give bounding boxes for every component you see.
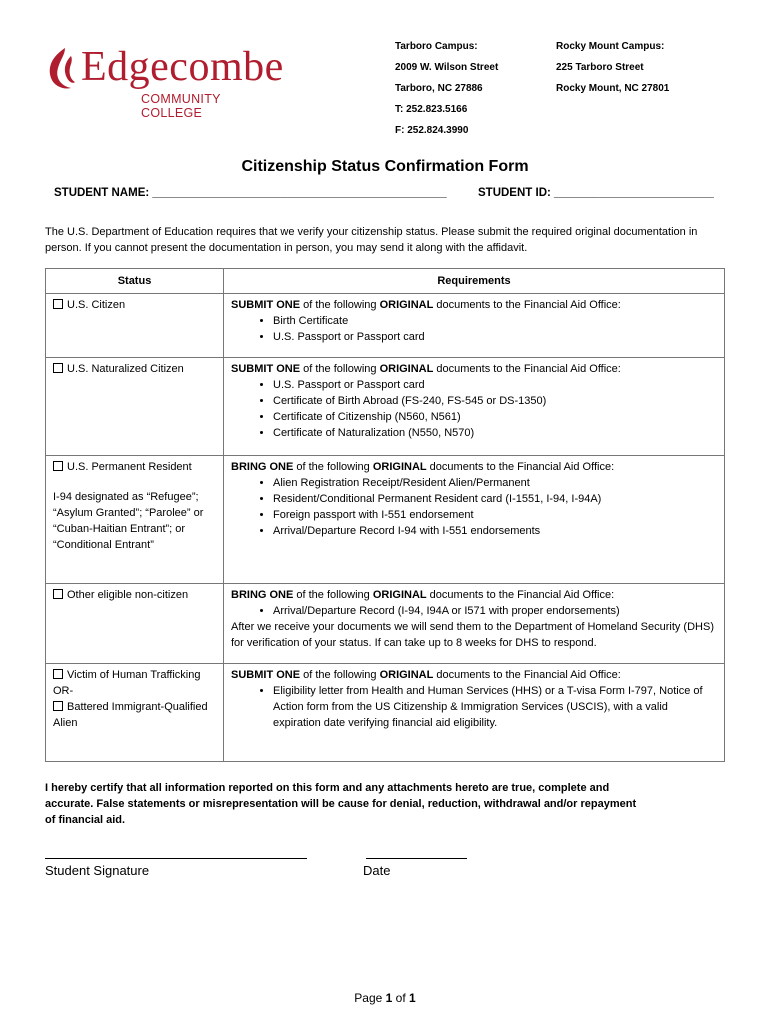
date-line[interactable] <box>366 858 467 859</box>
checkbox[interactable] <box>53 669 63 679</box>
requirement-lead: SUBMIT ONE of the following ORIGINAL documents to the Financial Aid Office: <box>231 363 621 375</box>
list-item: • Certificate of Birth Abroad (FS-240, FS-545 or DS-1350) <box>273 393 718 409</box>
logo-subtitle: COMMUNITY COLLEGE <box>141 92 221 120</box>
checkbox[interactable] <box>53 461 63 471</box>
list-item: • U.S. Passport or Passport card <box>273 329 718 345</box>
tarboro-street: 2009 W. Wilson Street <box>395 62 499 73</box>
requirements-cell <box>224 358 725 456</box>
status-label: U.S. Citizen <box>67 299 126 311</box>
logo-wordmark: Edgecombe <box>81 44 284 90</box>
list-item: • Certificate of Citizenship (N560, N561) <box>273 409 718 425</box>
student-id-blank[interactable]: _________________________ <box>554 187 714 199</box>
requirement-lead: BRING ONE of the following ORIGINAL documents to the Financial Aid Office: <box>231 589 615 601</box>
requirement-list <box>231 313 718 345</box>
signature-line[interactable] <box>45 858 307 859</box>
status-note: I-94 designated as “Refugee”; “Asylum Granted”; “Parolee” or “Cuban-Haitian Entrant”; or “Conditional Entrant” <box>53 491 204 551</box>
tarboro-campus-info <box>395 36 498 141</box>
requirements-cell <box>224 456 725 584</box>
rocky-mount-street: 225 Tarboro Street <box>556 62 644 73</box>
checkbox[interactable] <box>53 299 63 309</box>
requirement-list <box>231 377 718 441</box>
requirements-cell <box>224 584 725 664</box>
list-item: • Eligibility letter from Health and Human Services (HHS) or a T-visa Form I-797, Notice of Action form from the US Citizenship & Immigration Services (USCIS), with a valid expiration date verifying financial aid eligibility. <box>273 683 718 731</box>
status-label: Other eligible non-citizen <box>67 589 189 601</box>
tarboro-city: Tarboro, NC 27886 <box>395 83 483 94</box>
checkbox[interactable] <box>53 363 63 373</box>
table-row <box>46 358 725 456</box>
student-signature-label: Student Signature <box>45 863 150 878</box>
requirements-cell <box>224 294 725 358</box>
rocky-mount-campus-info <box>556 36 669 99</box>
status-header: Status <box>46 269 224 294</box>
college-logo <box>45 42 285 120</box>
rocky-mount-heading: Rocky Mount Campus: <box>556 41 665 52</box>
checkbox[interactable] <box>53 701 63 711</box>
table-row <box>46 664 725 762</box>
table-header-row <box>46 269 725 294</box>
student-name-label: STUDENT NAME: <box>54 187 150 199</box>
status-label-2: Battered Immigrant-Qualified Alien <box>53 701 208 729</box>
list-item: • Resident/Conditional Permanent Resident card (I-1551, I-94, I-94A) <box>273 491 718 507</box>
certification-statement: I hereby certify that all information reported on this form and any attachments hereto are true, complete and accurate. False statements or misrepresentation will be cause for denial, reduction, withdrawal and/or repayment of financial aid. <box>45 782 637 826</box>
status-cell <box>46 358 224 456</box>
list-item: • Arrival/Departure Record I-94 with I-551 endorsements <box>273 523 718 539</box>
flame-icon <box>45 46 77 94</box>
page-number: Page 1 of 1 <box>354 991 416 1005</box>
list-item: • Certificate of Naturalization (N550, N570) <box>273 425 718 441</box>
student-name-blank[interactable]: ______________________________________________ <box>152 187 447 199</box>
table-row <box>46 294 725 358</box>
table-row <box>46 584 725 664</box>
list-item: • Arrival/Departure Record (I-94, I94A or I571 with proper endorsements) <box>273 603 718 619</box>
requirements-cell <box>224 664 725 762</box>
student-name-field[interactable] <box>54 187 447 199</box>
status-cell <box>46 664 224 762</box>
tarboro-phone: T: 252.823.5166 <box>395 104 468 115</box>
status-label: U.S. Permanent Resident <box>67 461 192 473</box>
requirement-lead: SUBMIT ONE of the following ORIGINAL documents to the Financial Aid Office: <box>231 669 621 681</box>
tarboro-fax: F: 252.824.3990 <box>395 125 469 136</box>
requirement-lead: BRING ONE of the following ORIGINAL documents to the Financial Aid Office: <box>231 461 615 473</box>
list-item: • Alien Registration Receipt/Resident Alien/Permanent <box>273 475 718 491</box>
requirement-lead: SUBMIT ONE of the following ORIGINAL documents to the Financial Aid Office: <box>231 299 621 311</box>
student-id-field[interactable] <box>478 187 714 199</box>
requirements-table <box>45 268 725 762</box>
requirements-header: Requirements <box>224 269 725 294</box>
list-item: • U.S. Passport or Passport card <box>273 377 718 393</box>
tarboro-heading: Tarboro Campus: <box>395 41 478 52</box>
requirement-list <box>231 683 718 731</box>
intro-paragraph: The U.S. Department of Education requires that we verify your citizenship status. Please submit the required original documentation in person. If you cannot present the documentation in person, you may send it along with the affidavit. <box>45 226 698 254</box>
status-cell <box>46 584 224 664</box>
status-cell <box>46 456 224 584</box>
rocky-mount-city: Rocky Mount, NC 27801 <box>556 83 670 94</box>
list-item: • Foreign passport with I-551 endorsement <box>273 507 718 523</box>
status-or: OR- <box>53 685 74 697</box>
status-cell <box>46 294 224 358</box>
requirement-list <box>231 475 718 539</box>
list-item: • Birth Certificate <box>273 313 718 329</box>
table-row <box>46 456 725 584</box>
student-id-label: STUDENT ID: <box>478 187 551 199</box>
requirement-list <box>231 603 718 619</box>
status-label: Victim of Human Trafficking <box>67 669 201 681</box>
form-title: Citizenship Status Confirmation Form <box>241 158 529 175</box>
status-label: U.S. Naturalized Citizen <box>67 363 184 375</box>
date-label: Date <box>363 863 391 878</box>
checkbox[interactable] <box>53 589 63 599</box>
dhs-note: After we receive your documents we will send them to the Department of Homeland Security (DHS) for verification of your status. If can take up to 8 weeks for DHS to respond. <box>231 621 714 649</box>
